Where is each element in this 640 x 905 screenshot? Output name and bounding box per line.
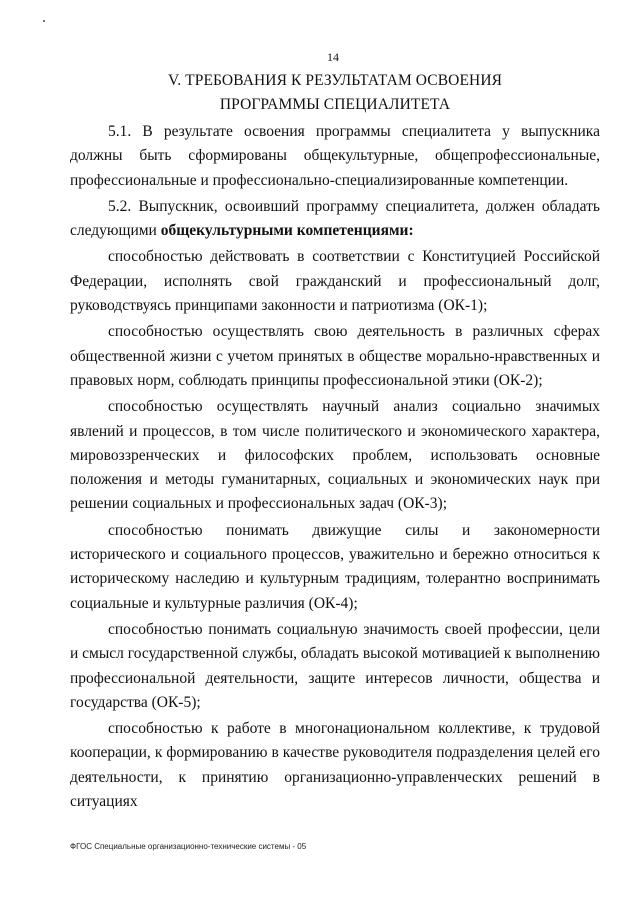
- competency-ok-1: способностью действовать в соответствии с Конституцией Российской Федерации, исполнять свой гражданский и профессиональный долг, руководствуясь принципами законности и патриотизма (ОК-1);: [70, 248, 600, 315]
- competency-ok-6: способностью к работе в многонациональном коллективе, к трудовой кооперации, к формированию в качестве руководителя подразделения целей его деятельности, к принятию организационно-управленческих решений в ситуациях: [70, 720, 600, 811]
- competency-ok-5: способностью понимать социальную значимость своей профессии, цели и смысл государственной службы, обладать высокой мотивацией к выполнению профессиональной деятельности, защите интересов личности, общества и государства (ОК-5);: [70, 620, 600, 711]
- competency-ok-2: способностью осуществлять свою деятельность в различных сферах общественной жизни с учетом принятых в обществе морально-нравственных и правовых норм, соблюдать принципы профессиональной этики (ОК-2);: [70, 323, 600, 389]
- page-footer: ФГОС Специальные организационно-технические системы - 05: [70, 842, 307, 851]
- section-heading-line-2: ПРОГРАММЫ СПЕЦИАЛИТЕТА: [219, 96, 451, 113]
- scan-speck: [43, 20, 45, 22]
- paragraph-5-2-bold: общекультурными компетенциями:: [160, 222, 414, 240]
- paragraph-5-1: 5.1. В результате освоения программы специалитета у выпускника должны быть сформированы общекультурные, общепрофессиональные, профессиональные и профессионально-специализированные компетенции.: [70, 123, 600, 189]
- competency-ok-3: способностью осуществлять научный анализ социально значимых явлений и процессов, в том числе политического и экономического характера, мировоззренческих и философских проблем, использовать основные положения и методы гуманитарных, социальных и экономических наук при решении социальных и профессиональных задач (ОК-3);: [70, 398, 600, 513]
- paragraph-5-2: [70, 195, 600, 244]
- section-heading-line-1: V. ТРЕБОВАНИЯ К РЕЗУЛЬТАТАМ ОСВОЕНИЯ: [167, 72, 503, 89]
- competency-ok-4: способностью понимать движущие силы и закономерности исторического и социального процессов, уважительно и бережно относиться к историческому наследию и культурным традициям, толерантно воспринимать социальные и культурные различия (ОК-4);: [70, 521, 600, 612]
- document-body: [70, 120, 600, 814]
- paragraph-5-2-text: 5.2. Выпускник, освоивший программу специалитета, должен обладать следующими: [70, 197, 600, 240]
- page-number: 14: [327, 50, 339, 64]
